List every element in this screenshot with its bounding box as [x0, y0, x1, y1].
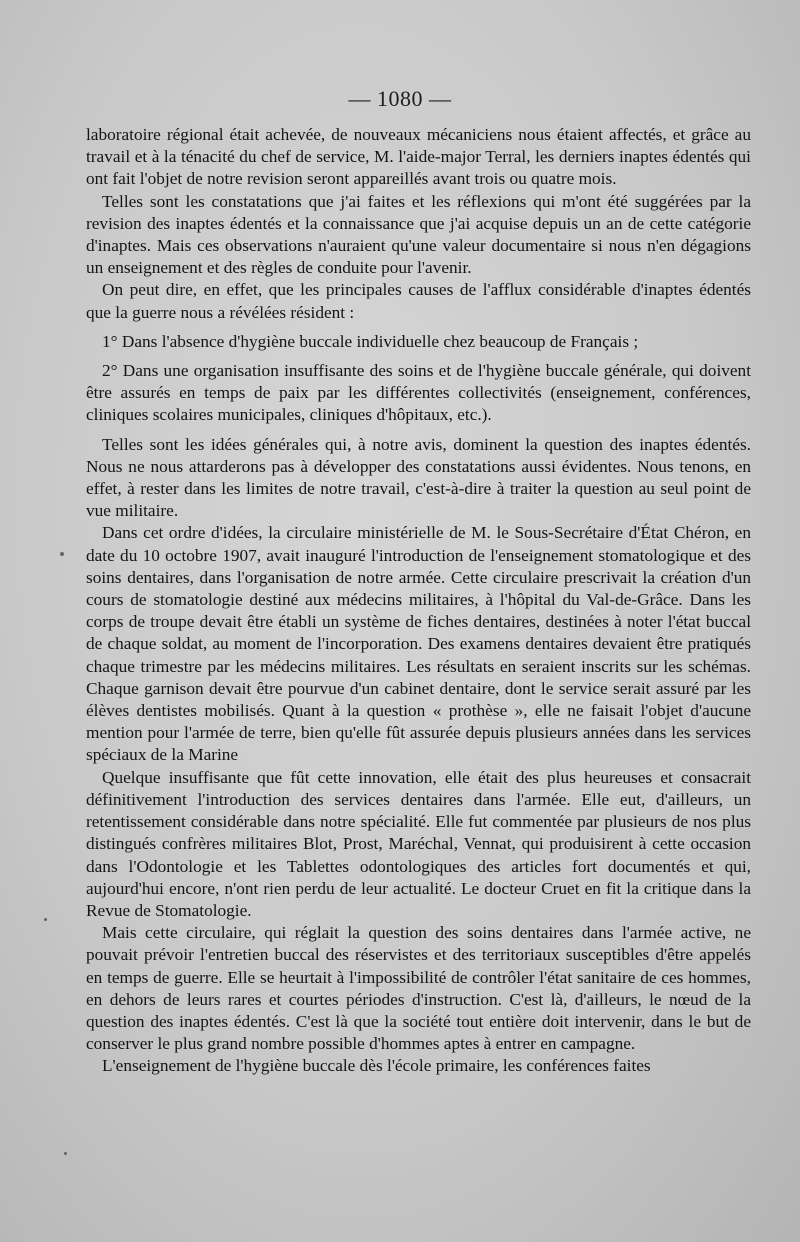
- ink-speck: [60, 552, 64, 556]
- list-item: 2° Dans une organisation insuffisante des soins et de l'hygiène buccale générale, qui doivent être assurés en temps de paix par les différentes collectivités (enseignement, conférences, cliniques scolaires municipales, cliniques d'hôpitaux, etc.).: [86, 361, 751, 425]
- paragraph: On peut dire, en effet, que les principales causes de l'afflux considérable d'inaptes édentés que la guerre nous a révélées résident :: [86, 280, 751, 322]
- paragraph: laboratoire régional était achevée, de nouveaux mécaniciens nous étaient affectés, et grâce au travail et à la ténacité du chef de service, M. l'aide-major Terral, les derniers inaptes édentés qui ont fait l'objet de notre revision seront appareillés avant trois ou quatre mois.: [86, 125, 751, 189]
- page-number: — 1080 —: [348, 86, 452, 111]
- paragraph: Telles sont les constatations que j'ai faites et les réflexions qui m'ont été suggérées par la revision des inaptes édentés et la connaissance que j'ai acquise depuis un an de cette catégorie d'inaptes. Mais ces observations n'auraient qu'une valeur documentaire si nous n'en dégagions un enseignement et des règles de conduite pour l'avenir.: [86, 191, 751, 278]
- list-item: 1° Dans l'absence d'hygiène buccale individuelle chez beaucoup de Français ;: [102, 331, 639, 351]
- body-text: [86, 124, 751, 1078]
- paragraph: Telles sont les idées générales qui, à notre avis, dominent la question des inaptes édentés. Nous ne nous attarderons pas à développer des constatations aussi évidentes. Nous tenons, en effet, à rester dans les limites de notre travail, c'est-à-dire à traiter la question au seul point de vue militaire.: [86, 434, 751, 521]
- ink-speck: [64, 1152, 67, 1155]
- paragraph: L'enseignement de l'hygiène buccale dès l'école primaire, les conférences faites: [102, 1056, 651, 1076]
- ink-speck: [44, 918, 47, 921]
- paragraph: Mais cette circulaire, qui réglait la question des soins dentaires dans l'armée active, ne pouvait prévoir l'entretien buccal des réservistes et des territoriaux susceptibles d'être appelés en temps de guerre. Elle se heurtait à l'impossibilité de contrôler l'état sanitaire de ces hommes, en dehors de leurs rares et courtes périodes d'instruction. C'est là, d'ailleurs, le nœud de la question des inaptes édentés. C'est là que la société tout entière doit intervenir, dans le but de conserver le plus grand nombre possible d'hommes aptes à entrer en campagne.: [86, 923, 751, 1054]
- paragraph: Quelque insuffisante que fût cette innovation, elle était des plus heureuses et consacrait définitivement l'introduction des services dentaires dans l'armée. Elle eut, d'ailleurs, un retentissement considérable dans notre spécialité. Elle fut commentée par plusieurs de nos plus distingués confrères militaires Blot, Prost, Maréchal, Vennat, qui produisirent à cette occasion dans l'Odontologie et les Tablettes odontologiques des articles fort documentés et qui, aujourd'hui encore, n'ont rien perdu de leur actualité. Le docteur Cruet en fit la critique dans la Revue de Stomatologie.: [86, 767, 751, 920]
- paragraph: Dans cet ordre d'idées, la circulaire ministérielle de M. le Sous-Secrétaire d'État Chéron, en date du 10 octobre 1907, avait inauguré l'introduction de l'enseignement stomatologique et des soins dentaires, dans l'organisation de notre armée. Cette circulaire prescrivait la création d'un cours de stomatologie destiné aux médecins militaires, à l'hôpital du Val-de-Grâce. Dans les corps de troupe devait être établi un système de fiches dentaires, destinées à noter l'état buccal de chaque soldat, au moment de l'incorporation. Des examens dentaires devaient être pratiqués chaque trimestre par les médecins militaires. Les résultats en seraient inscrits sur les schémas. Chaque garnison devait être pourvue d'un cabinet dentaire, dont le service serait assuré par les élèves dentistes mobilisés. Quant à la question « prothèse », elle ne faisait l'objet d'aucune mention pour l'armée de terre, bien qu'elle fût assurée depuis plusieurs années dans les services spéciaux de la Marine: [86, 523, 751, 765]
